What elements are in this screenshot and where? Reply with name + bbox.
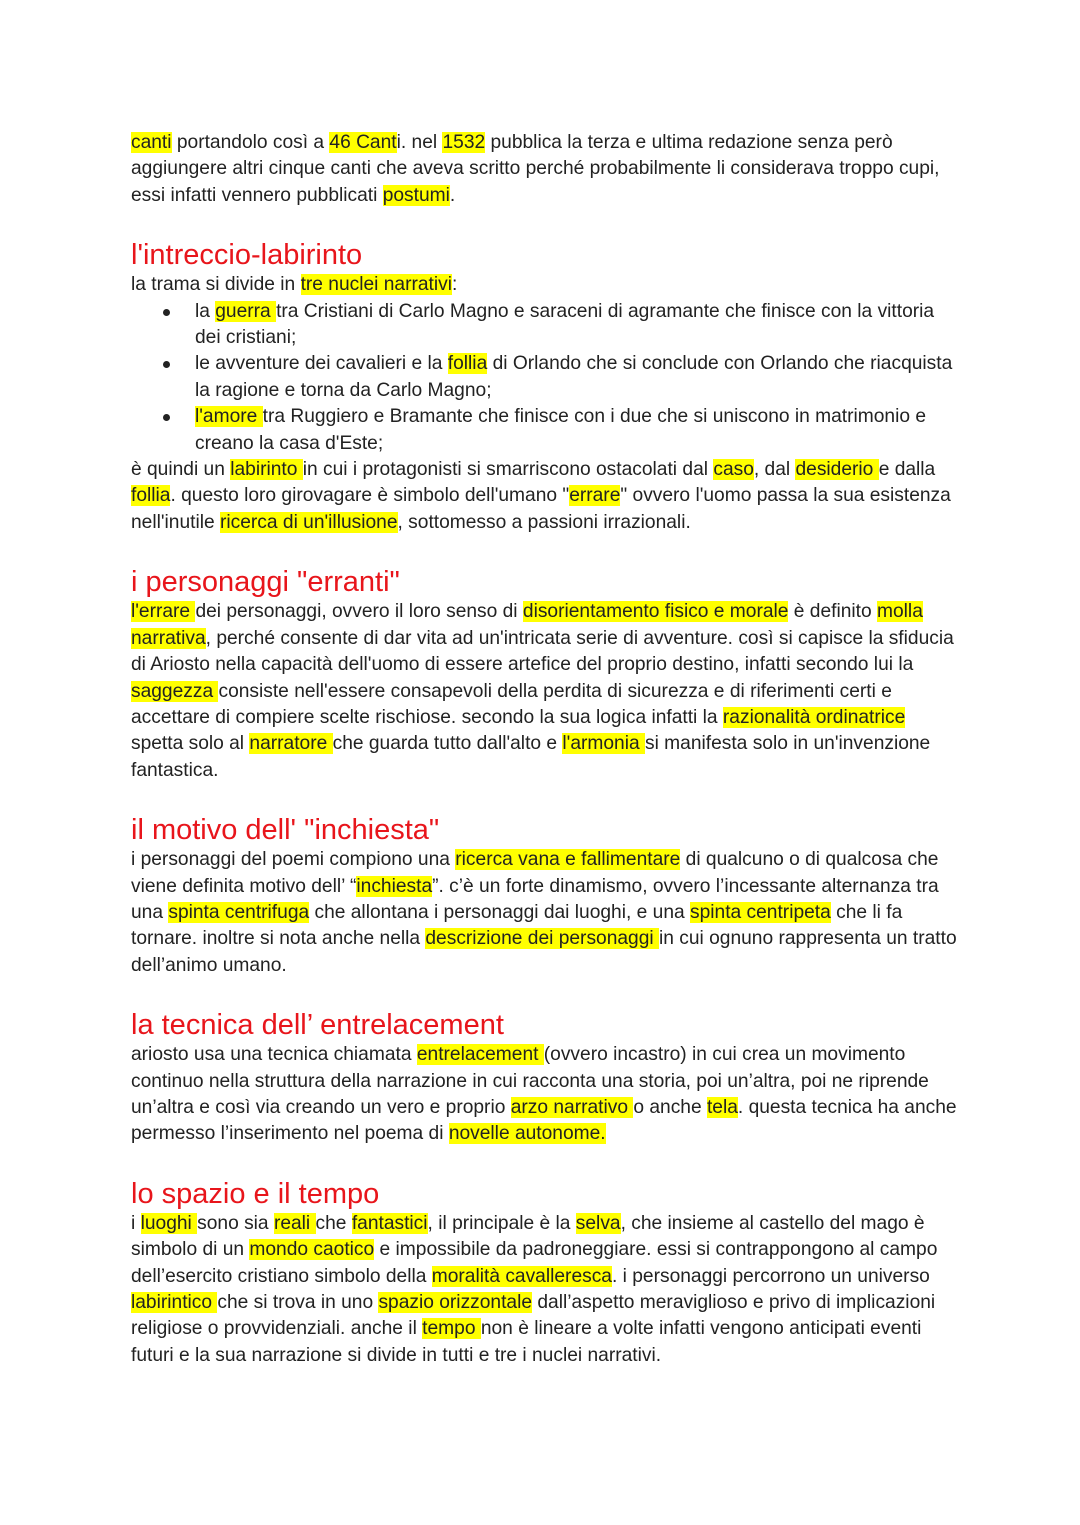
highlighted-text: novelle autonome. — [448, 1123, 606, 1145]
highlighted-text: canti — [131, 132, 172, 153]
section-body — [131, 599, 961, 784]
highlighted-text: guerra — [215, 300, 277, 322]
highlighted-text: tre nuclei narrativi — [300, 274, 452, 296]
text-run: portandolo così a — [171, 132, 330, 153]
text-run: , perché consente di dar vita ad un'intricata serie di avventure. così si capisce la sfiducia di Ariosto nella capacità dell'uomo di essere artefice del proprio destino, infatti secondo lui la — [131, 627, 954, 676]
section-title: la tecnica dell’ entrelacement — [131, 1009, 504, 1042]
section-body — [131, 847, 961, 979]
text-run: che allontana i personaggi dai luoghi, e una — [309, 901, 690, 923]
highlighted-text: razionalità ordinatrice — [722, 706, 906, 728]
highlighted-text: moralità cavalleresca — [431, 1265, 612, 1287]
text-run: la — [195, 300, 216, 322]
highlighted-text: descrizione dei personaggi — [425, 928, 659, 950]
highlighted-text: selva — [575, 1212, 621, 1234]
bullet-icon — [163, 309, 170, 316]
highlighted-text: reali — [273, 1212, 316, 1234]
highlighted-text: labirintico — [131, 1292, 218, 1313]
highlighted-text: narratore — [249, 733, 333, 755]
section-inchiesta — [131, 813, 961, 979]
highlighted-text: desiderio — [795, 459, 879, 481]
text-run: . questo loro girovagare è simbolo dell'umano " — [170, 485, 570, 507]
highlighted-text: postumi — [382, 184, 450, 206]
text-run: che guarda tutto dall'alto e — [332, 733, 563, 755]
list-item — [195, 351, 961, 404]
highlighted-text: follia — [131, 485, 171, 507]
list-item-text — [195, 353, 952, 400]
text-run: non è lineare a volte infatti vengono anticipati eventi futuri e la sua narrazione si divide in tutti e tre i nuclei narrativi. — [131, 1318, 922, 1366]
section-intreccio — [131, 238, 961, 536]
highlighted-text: 46 Cant — [329, 132, 397, 153]
highlighted-text: errare — [569, 485, 621, 507]
text-run: dall’aspetto meraviglioso e privo di implicazioni religiose o provvidenziali. anche il — [131, 1292, 936, 1340]
section-title: l'intreccio-labirinto — [131, 239, 363, 272]
section-title: il motivo dell' "inchiesta" — [131, 814, 440, 847]
text-run: pubblica la terza e ultima redazione senza però aggiungere altri cinque canti che aveva scritto perché probabilmente li considerava troppo cupi, essi infatti vennero pubblicati — [131, 132, 940, 206]
highlighted-text: tempo — [422, 1318, 481, 1340]
highlighted-text: l'armonia — [562, 733, 645, 755]
list-item-text — [195, 301, 934, 348]
text-run: di Orlando che si conclude con Orlando che riacquista la ragione e torna da Carlo Magno; — [195, 353, 953, 401]
highlighted-text: arzo narrativo — [510, 1096, 634, 1118]
highlighted-text: molla narrativa — [131, 601, 923, 649]
document-content — [131, 130, 961, 1369]
highlighted-text: inchiesta — [356, 875, 433, 897]
highlighted-text: entrelacement — [416, 1044, 544, 1066]
section-spazio — [131, 1177, 961, 1369]
bullet-icon — [163, 361, 170, 368]
text-run: , sottomesso a passioni irrazionali. — [397, 511, 691, 533]
text-run: ariosto usa una tecnica chiamata — [131, 1044, 417, 1066]
text-run: consiste nell'essere consapevoli della perdita di sicurezza e di riferimenti certi e accettare di compiere scelte rischiose. secondo la sua logica infatti la — [131, 680, 892, 728]
text-run: . — [449, 184, 456, 206]
text-run: è quindi un — [131, 459, 231, 481]
highlighted-text: mondo caotico — [249, 1239, 375, 1261]
text-run: tra Cristiani di Carlo Magno e saraceni di agramante che finisce con la vittoria dei cristiani; — [195, 300, 935, 349]
text-run: si manifesta solo in un'invenzione fantastica. — [131, 733, 931, 781]
list-item-text — [195, 406, 926, 453]
section-body — [131, 1211, 961, 1369]
text-run: le avventure dei cavalieri e la — [195, 353, 448, 375]
highlighted-text: labirinto — [230, 459, 303, 481]
text-run: ”. c’è un forte dinamismo, ovvero l’incessante alternanza tra una — [131, 875, 939, 923]
text-run: che — [315, 1212, 352, 1234]
list-item — [195, 299, 961, 352]
text-run: di qualcuno o di qualcosa che viene definita motivo dell’ “ — [131, 849, 939, 897]
text-run: : — [452, 274, 458, 296]
intro-paragraph — [131, 130, 961, 209]
text-run: tra Ruggiero e Bramante che finisce con i due che si uniscono in matrimonio e creano la casa d'Este; — [195, 406, 927, 454]
text-run: dei personaggi, ovvero il loro senso di — [195, 601, 523, 623]
text-run: la trama si divide in — [131, 274, 301, 296]
highlighted-text: tela — [706, 1096, 738, 1118]
highlighted-text: l'amore — [195, 406, 263, 428]
text-run: in cui i protagonisti si smarriscono ostacolati dal — [302, 459, 714, 481]
highlighted-text: follia — [447, 353, 488, 375]
text-run: i. nel — [396, 132, 443, 153]
text-run: in cui ognuno rappresenta un tratto dell’animo umano. — [131, 928, 957, 976]
text-run: " ovvero l'uomo passa la sua esistenza nell'inutile — [131, 485, 951, 533]
text-run: (ovvero incastro) in cui crea un movimento continuo nella struttura della narrazione in cui racconta una storia, poi un’altra, poi ne riprende un’altra e così via creando un vero e proprio — [131, 1044, 929, 1118]
text-run: che si trova in uno — [217, 1292, 379, 1313]
highlighted-text: ricerca vana e fallimentare — [455, 849, 681, 871]
highlighted-text: caso — [713, 459, 754, 481]
section-title: lo spazio e il tempo — [131, 1177, 380, 1210]
text-run: che li fa tornare. inoltre si nota anche nella — [131, 901, 903, 950]
section-entrelacement — [131, 1008, 961, 1148]
section-body — [131, 1042, 961, 1148]
highlighted-text: spinta centripeta — [690, 901, 831, 923]
highlighted-text: spazio orizzontale — [378, 1292, 533, 1313]
section-title: i personaggi "erranti" — [131, 566, 400, 599]
text-run: è definito — [788, 601, 878, 623]
text-run: , che insieme al castello del mago è simbolo di un — [131, 1212, 925, 1261]
highlighted-text: saggezza — [131, 680, 219, 702]
text-run: , il principale è la — [427, 1212, 576, 1234]
text-run: spetta solo al — [131, 733, 250, 755]
text-run: , dal — [753, 459, 796, 481]
text-run: . i personaggi percorrono un universo — [611, 1265, 930, 1287]
text-run: i personaggi del poemi compiono una — [131, 849, 456, 871]
bullet-icon — [163, 414, 170, 421]
section-lead — [131, 272, 961, 298]
highlighted-text: l'errare — [131, 601, 196, 623]
text-run: . questa tecnica ha anche permesso l’inserimento nel poema di — [131, 1096, 957, 1145]
highlighted-text: spinta centrifuga — [168, 901, 310, 923]
text-run: e dalla — [878, 459, 936, 481]
highlighted-text: 1532 — [442, 132, 486, 153]
text-run: sono sia — [197, 1212, 274, 1234]
text-run: e impossibile da padroneggiare. essi si contrappongono al campo dell’esercito cristiano simbolo della — [131, 1239, 938, 1287]
bullet-list — [131, 299, 961, 457]
text-run: o anche — [633, 1096, 707, 1118]
highlighted-text: luoghi — [140, 1212, 198, 1234]
list-item — [195, 404, 961, 457]
highlighted-text: fantastici — [351, 1212, 428, 1234]
highlighted-text: ricerca di un'illusione — [220, 511, 398, 533]
highlighted-text: disorientamento fisico e morale — [522, 601, 789, 623]
section-personaggi — [131, 565, 961, 784]
section-body — [131, 457, 961, 536]
text-run: i — [131, 1212, 141, 1234]
